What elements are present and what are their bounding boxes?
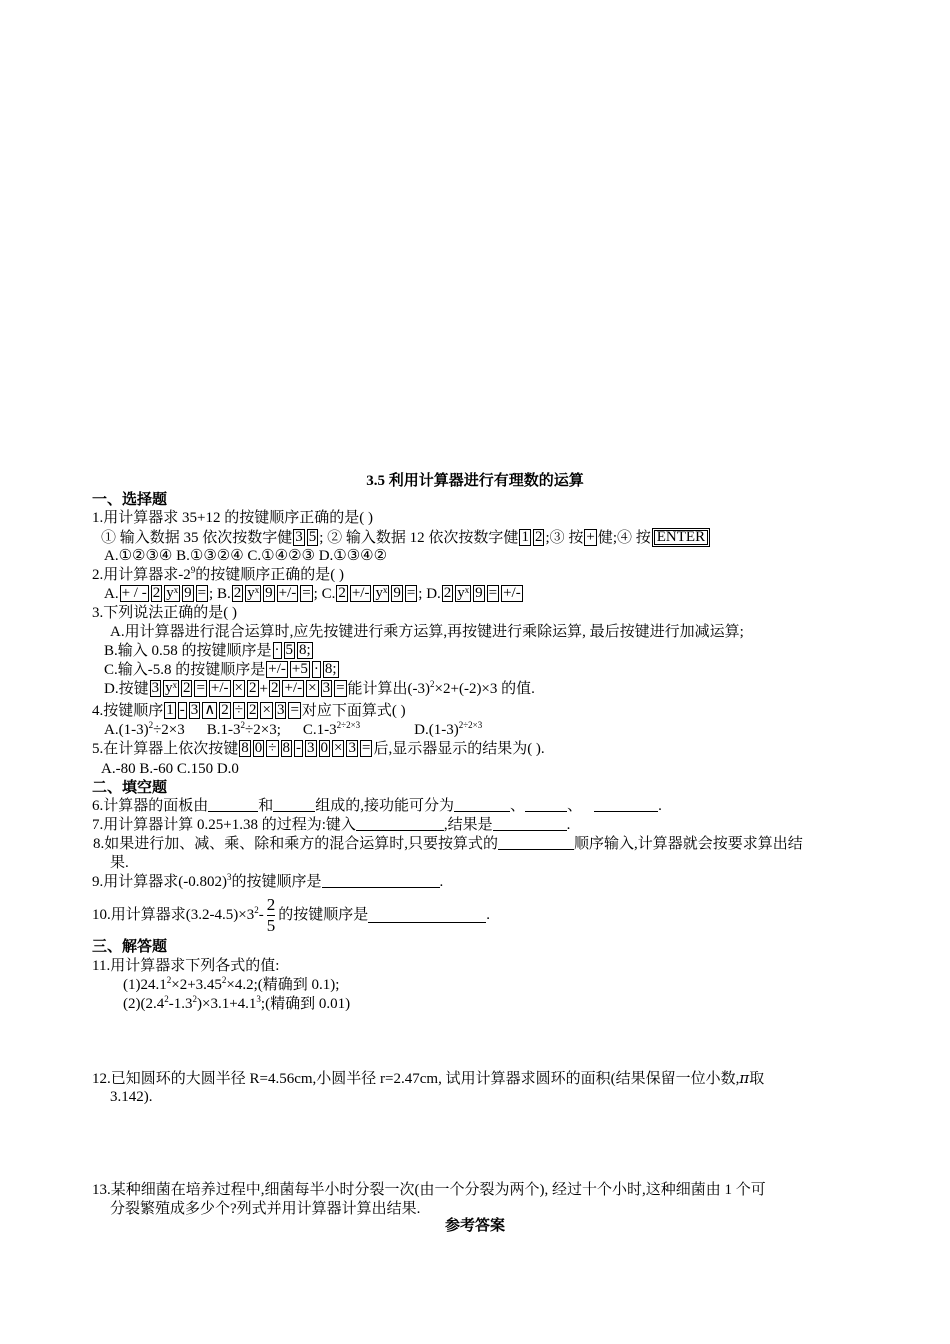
q8-continued: 果. <box>110 855 129 871</box>
q3-option-text: C.输入-5.8 的按键顺序是 <box>104 662 266 678</box>
section-choice-heading: 一、选择题 <box>92 492 168 508</box>
key-3: 3 <box>348 740 356 756</box>
page-title: 3.5 利用计算器进行有理数的运算 <box>366 473 584 489</box>
q5-stem-text: 后,显示器显示的结果为( ). <box>373 741 545 757</box>
answer-blank[interactable] <box>208 797 258 812</box>
q4-option-c: C.1-3 <box>302 722 337 738</box>
q12-continued: 3.142). <box>110 1089 153 1105</box>
q5-stem <box>92 740 545 759</box>
key-power: yˣ <box>165 680 177 696</box>
q4-option-a: A.(1-3) <box>104 722 149 738</box>
q11-exponent: 3 <box>256 994 261 1004</box>
q11-exponent: 2 <box>166 975 172 985</box>
q10-exponent: 2 <box>254 905 259 915</box>
key-2: 2 <box>270 680 279 696</box>
q2-option-label: A. <box>104 586 119 602</box>
key-2: 2 <box>249 680 257 696</box>
q3-exponent: 2 <box>430 679 435 689</box>
answer-blank[interactable] <box>498 835 574 850</box>
q9-text: . <box>439 874 444 890</box>
key-3: 3 <box>307 740 315 756</box>
key-9: 9 <box>184 585 192 601</box>
key-multiply: × <box>334 740 343 756</box>
key-sign: +/- <box>351 585 370 601</box>
q1-steps <box>101 528 711 547</box>
q4-stem <box>92 702 406 721</box>
key-multiply: × <box>308 680 317 696</box>
q1-step-text: ① 输入数据 35 依次按数字健 <box>101 530 293 546</box>
key-sign: +/- <box>210 680 229 696</box>
q3-option-a: A.用计算器进行混合运算时,应先按键进行乘方运算,再按键进行乘除运算, 最后按键进行加减运算; <box>110 624 744 640</box>
key-9: 9 <box>475 585 483 601</box>
key-2: 2 <box>443 585 452 601</box>
answer-blank[interactable] <box>368 908 486 923</box>
q6 <box>92 797 662 816</box>
key-3: 3 <box>295 529 303 545</box>
key-5: 5 <box>285 642 294 658</box>
q2-option-label: ; C. <box>313 586 336 602</box>
q11-exponent: 2 <box>192 994 197 1004</box>
key-minus: - <box>296 740 301 756</box>
key-3: 3 <box>322 680 331 696</box>
q4-exponent: 2 <box>148 720 154 730</box>
q8 <box>93 835 803 854</box>
q3-option-d <box>104 680 535 699</box>
q2-stem-text: 2.用计算器求-2 <box>92 567 191 583</box>
q8-text: 8.如果进行加、减、乘、除和乘方的混合运算时,只要按算式的 <box>93 836 499 852</box>
key-2: 2 <box>152 585 161 601</box>
q4-option-d: D.(1-3) <box>414 722 459 738</box>
q11-text: ×4.2;(精确到 0.1); <box>226 977 340 993</box>
q2-options <box>104 585 524 604</box>
key-multiply: × <box>234 680 243 696</box>
key-equals: = <box>361 740 371 756</box>
q7-text: 7.用计算器计算 0.25+1.38 的过程为:键入 <box>92 817 356 833</box>
q9 <box>92 873 443 892</box>
key-9: 9 <box>393 585 401 601</box>
answer-heading: 参考答案 <box>444 1218 505 1234</box>
key-2: 2 <box>182 680 191 696</box>
q11-text: )×3.1+4.1 <box>197 996 257 1012</box>
q11-stem: 11.用计算器求下列各式的值: <box>92 958 280 974</box>
q3-option-b <box>104 642 314 661</box>
key-power: yˣ <box>166 585 179 601</box>
key-5: 5 <box>308 529 317 545</box>
key-9: 9 <box>265 585 273 601</box>
key-3: 3 <box>190 702 199 718</box>
key-caret: ∧ <box>204 702 216 718</box>
key-3: 3 <box>276 702 285 718</box>
q2-option-label: ; B. <box>209 586 231 602</box>
q4-options <box>104 721 482 740</box>
answer-blank[interactable] <box>322 873 440 888</box>
key-8: 8; <box>299 642 311 658</box>
q5-stem-text: 5.在计算器上依次按键 <box>92 741 239 757</box>
answer-blank[interactable] <box>525 797 567 812</box>
key-5: +5 <box>291 661 308 677</box>
key-decimal: · <box>313 661 319 677</box>
q2-stem-text: 的按键顺序正确的是( ) <box>195 567 344 583</box>
q11-part2 <box>123 995 350 1014</box>
key-power: yˣ <box>375 585 388 601</box>
key-8: 8 <box>282 740 290 756</box>
q6-text: 组成的,接功能可分为 <box>315 798 455 814</box>
key-sign: +/- <box>278 585 297 601</box>
q3-option-text: B.输入 0.58 的按键顺序是 <box>104 643 272 659</box>
fraction-two-fifths <box>267 895 276 936</box>
q10 <box>92 892 490 938</box>
q11-text: (2)(2.4 <box>123 996 165 1012</box>
key-1: 1 <box>166 702 174 718</box>
key-divide: ÷ <box>268 740 277 756</box>
key-3: 3 <box>151 680 160 696</box>
key-power: yˣ <box>457 585 470 601</box>
q9-text: 9.用计算器求(-0.802) <box>92 874 227 890</box>
q11-exponent: 2 <box>164 994 169 1004</box>
section-solve-heading: 三、解答题 <box>92 939 168 955</box>
q12-text: 12.已知圆环的大圆半径 R=4.56cm,小圆半径 r=2.47cm, 试用计算器求圆环的面积(结果保留一位小数, <box>92 1071 740 1087</box>
q6-text: 6.计算器的面板由 <box>92 798 209 814</box>
key-equals: = <box>488 585 498 601</box>
key-decimal: · <box>274 642 280 658</box>
key-sign: +/- <box>503 585 521 601</box>
q4-option-a: ÷2×3 <box>153 722 185 738</box>
answer-blank[interactable] <box>493 816 567 831</box>
q1-step-text: 健;④ 按 <box>597 530 651 546</box>
q8-text: 顺序输入,计算器就会按要求算出结 <box>574 836 803 852</box>
q1-step-text: ; ② 输入数据 12 依次按数字健 <box>319 530 519 546</box>
key-2: 2 <box>248 702 257 718</box>
q6-text: 、 <box>510 798 526 814</box>
key-0: 0 <box>254 740 263 756</box>
q4-exponent: 2÷2×3 <box>336 720 361 730</box>
q2-exponent: 9 <box>190 565 196 575</box>
key-sign: + / - <box>121 585 147 601</box>
q3-option-text: 能计算出(-3) <box>347 681 431 697</box>
q2-option-label: ; D. <box>418 586 441 602</box>
q4-stem-text: 对应下面算式( ) <box>301 703 406 719</box>
key-0: 0 <box>320 740 328 756</box>
key-minus: - <box>179 702 185 718</box>
q6-text: . <box>658 798 662 814</box>
key-equals: = <box>336 680 345 696</box>
q6-text: 和 <box>258 798 274 814</box>
fraction-numerator: 2 <box>266 895 276 915</box>
q13: 13.某种细菌在培养过程中,细菌每半小时分裂一次(由一个分裂为两个), 经过十个小时,这种细菌由 1 个可 <box>92 1182 766 1198</box>
q3-option-c <box>104 661 340 680</box>
answer-blank[interactable] <box>356 816 444 831</box>
q12-text: 取 <box>749 1071 765 1087</box>
q10-text: 的按键顺序是 <box>278 907 369 923</box>
key-8: 8; <box>324 661 337 677</box>
key-equals: = <box>302 585 311 601</box>
q5-options: A.-80 B.-60 C.150 D.0 <box>101 761 239 777</box>
q3-option-text: D.按键 <box>104 681 149 697</box>
answer-blank[interactable] <box>273 797 315 812</box>
q4-option-b: B.1-3 <box>206 722 241 738</box>
q11-text: -1.3 <box>168 996 193 1012</box>
key-2: 2 <box>233 585 242 601</box>
q10-minus: - <box>258 907 264 923</box>
key-equals: = <box>196 680 205 696</box>
q4-exponent: 2 <box>240 720 246 730</box>
q1-stem: 1.用计算器求 35+12 的按键顺序正确的是( ) <box>92 510 373 526</box>
section-fill-heading: 二、填空题 <box>92 780 168 796</box>
key-divide: ÷ <box>234 702 243 718</box>
key-2: 2 <box>338 585 346 601</box>
key-equals: = <box>406 585 416 601</box>
q4-option-b: ÷2×3; <box>245 722 281 738</box>
q7 <box>92 816 570 835</box>
key-1: 1 <box>521 529 529 545</box>
q12 <box>92 1069 764 1088</box>
q11-part1 <box>123 976 339 995</box>
key-multiply: × <box>262 702 271 718</box>
q13-continued: 分裂繁殖成多少个?列式并用计算器计算出结果. <box>110 1201 421 1217</box>
answer-blank[interactable] <box>454 797 510 812</box>
q11-text: (1)24.1 <box>123 977 167 993</box>
key-sign: +/- <box>268 661 286 677</box>
key-2: 2 <box>534 529 543 545</box>
q3-stem: 3.下列说法正确的是( ) <box>92 605 237 621</box>
q2-stem <box>92 566 344 585</box>
q1-step-text: ;③ 按 <box>545 530 584 546</box>
q9-text: 的按键顺序是 <box>231 874 322 890</box>
q9-exponent: 3 <box>227 872 232 882</box>
key-2: 2 <box>221 702 229 718</box>
q11-text: ;(精确到 0.01) <box>260 996 351 1012</box>
q10-text: . <box>486 907 490 923</box>
key-plus: + <box>586 529 595 545</box>
key-equals: = <box>290 702 299 718</box>
q3-plus-sign: + <box>259 681 268 697</box>
q3-option-text: ×2+(-2)×3 的值. <box>434 681 535 697</box>
q7-text: ,结果是 <box>443 817 493 833</box>
answer-blank[interactable] <box>594 797 658 812</box>
key-sign: +/- <box>284 680 303 696</box>
q4-exponent: 2÷2×3 <box>458 720 483 730</box>
q7-text: . <box>566 817 571 833</box>
q4-stem-text: 4.按键顺序 <box>92 703 164 719</box>
q10-text: 10.用计算器求(3.2-4.5)×3 <box>92 907 255 923</box>
pi-symbol: π <box>739 1069 750 1087</box>
q1-options: A.①②③④ B.①③②④ C.①④②③ D.①③④② <box>104 548 388 564</box>
key-8: 8 <box>241 740 249 756</box>
key-enter: ENTER <box>652 528 710 547</box>
key-power: yˣ <box>247 585 260 601</box>
q11-text: ×2+3.45 <box>171 977 222 993</box>
q6-text: 、 <box>567 798 583 814</box>
fraction-denominator: 5 <box>266 916 276 936</box>
key-equals: = <box>197 585 207 601</box>
q11-exponent: 2 <box>221 975 227 985</box>
